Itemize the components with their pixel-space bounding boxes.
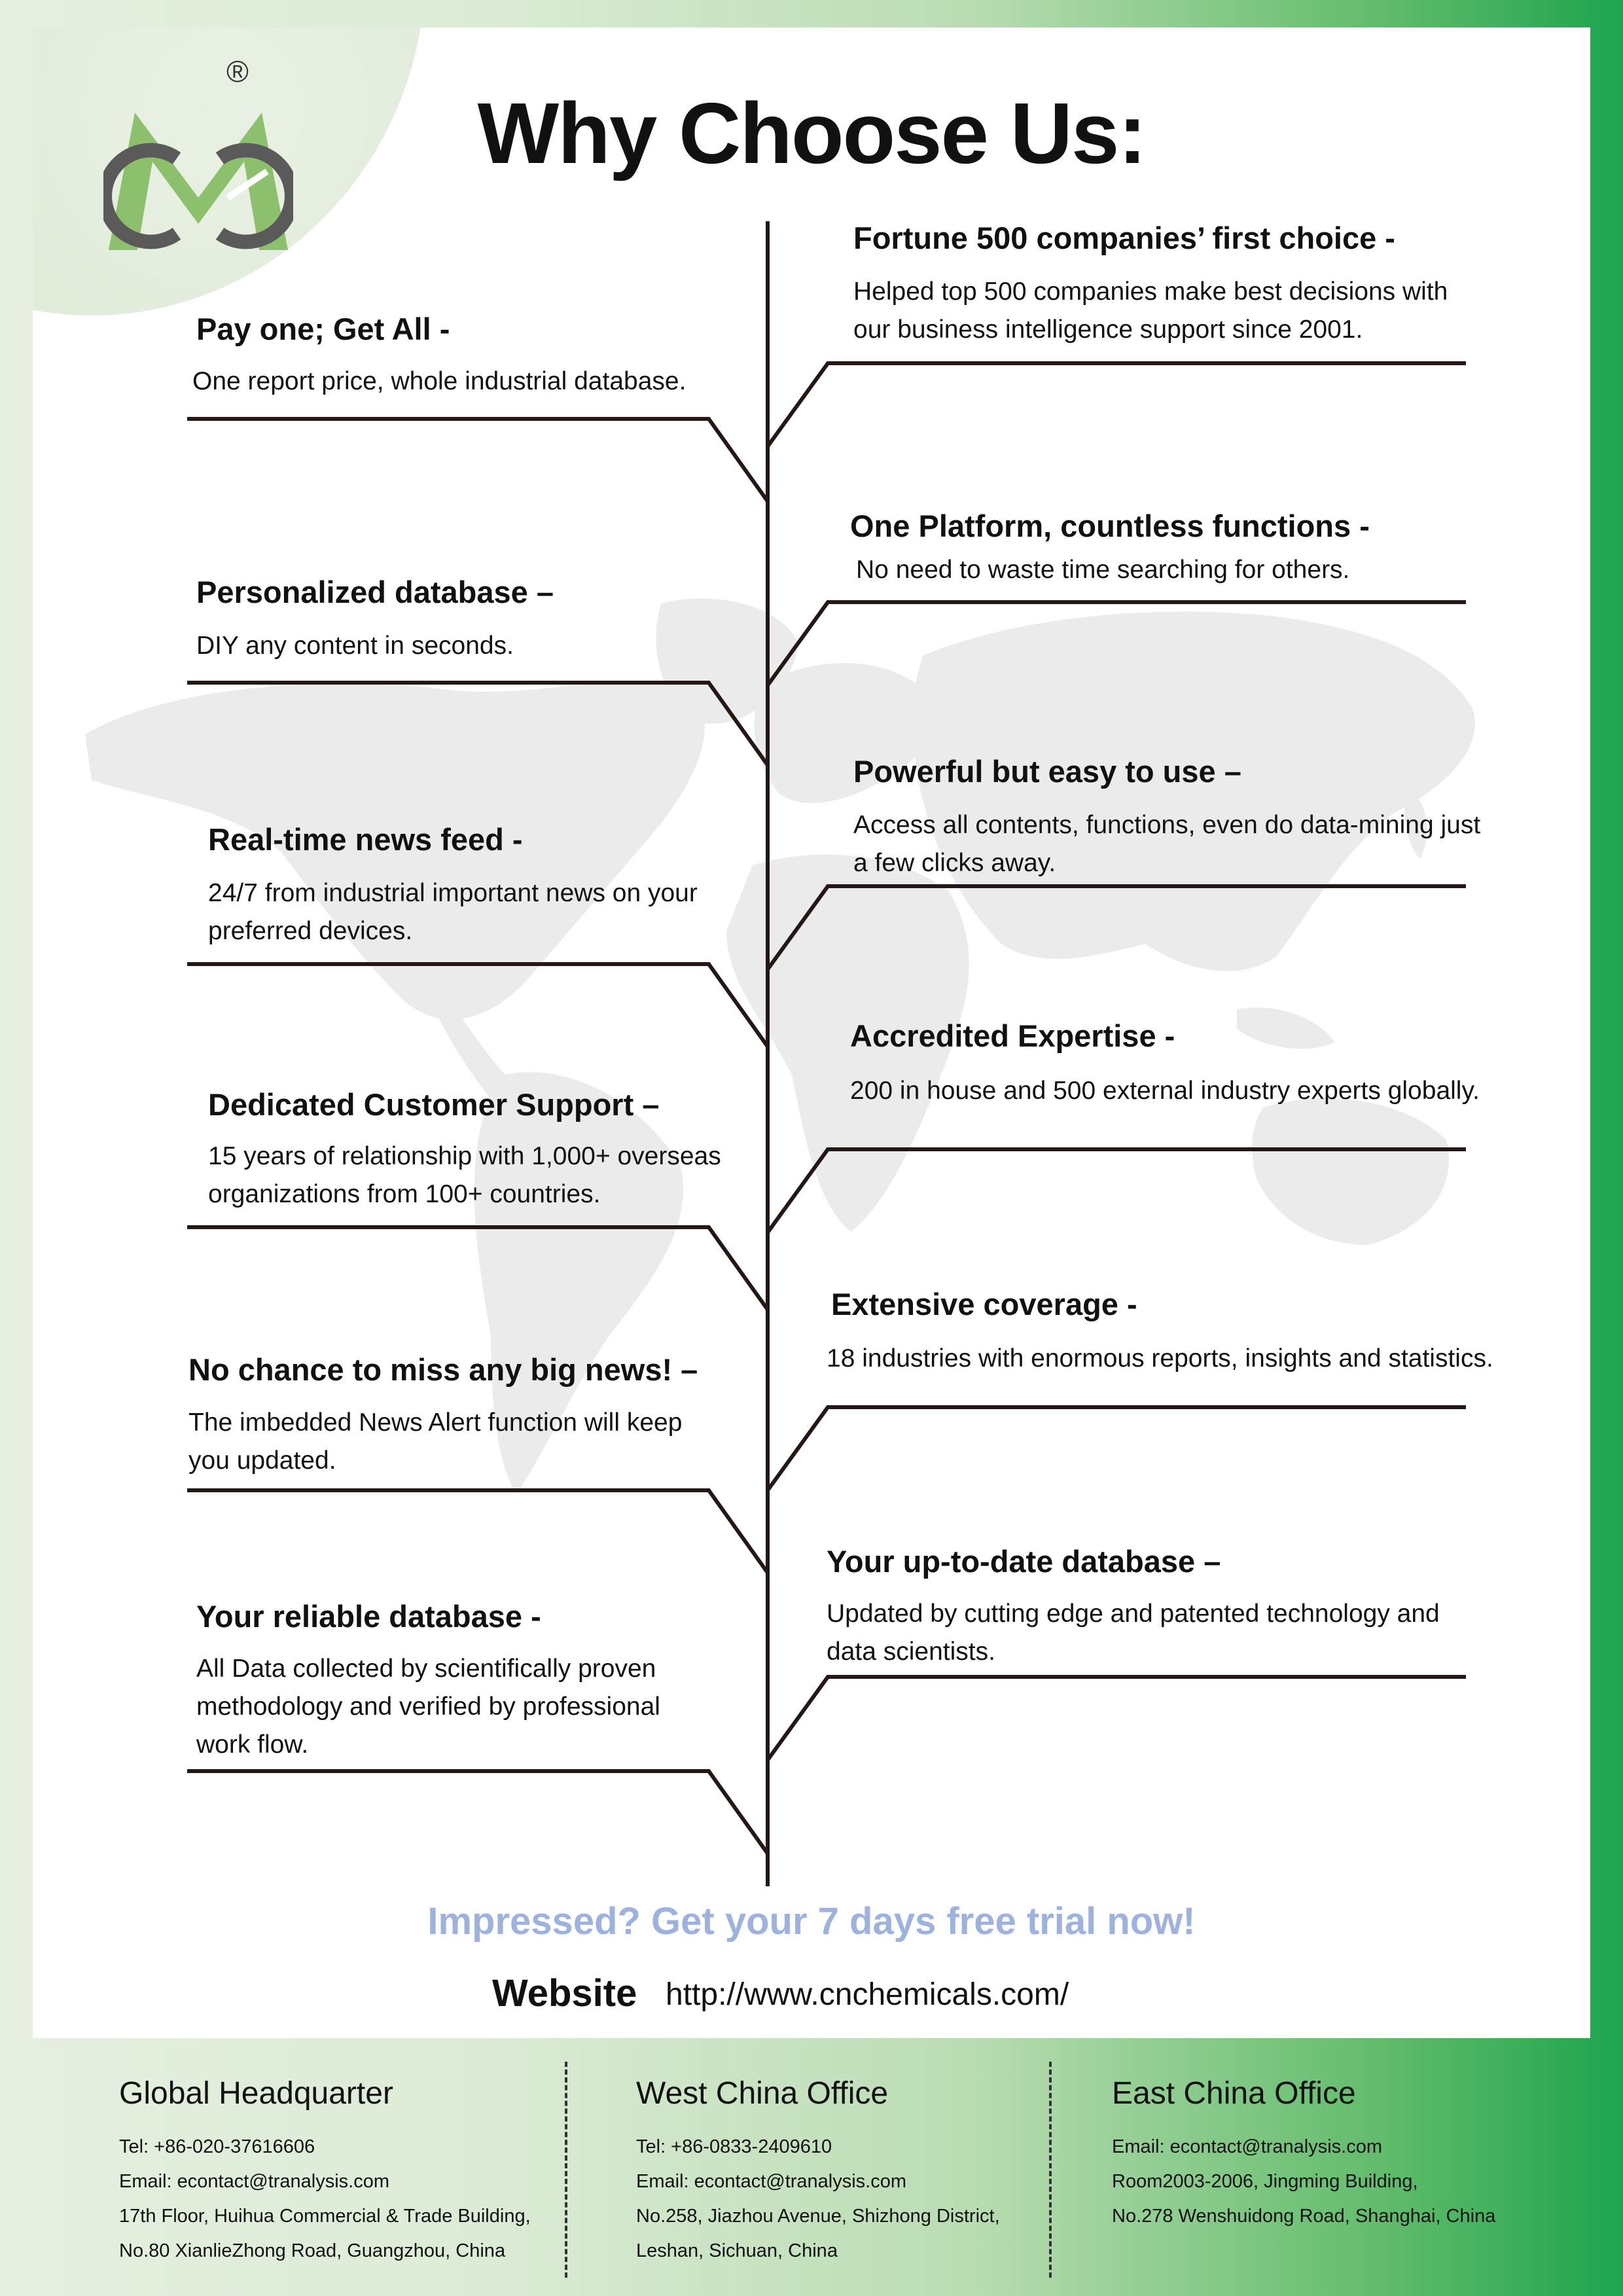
office-email-global-hq[interactable]: Email: econtact@tranalysis.com	[119, 2171, 390, 2192]
feature-title-news-alert: No chance to miss any big news! –	[188, 1352, 698, 1387]
office-details-east-china: Email: econtact@tranalysis.com Room2003-2006, Jingming Building, No.278 Wenshuidong Road, Shanghai, China	[1112, 2130, 1495, 2234]
office-details-west-china: Tel: +86-0833-2409610 Email: econtact@tranalysis.com No.258, Jiazhou Avenue, Shizhong District, Leshan, Sichuan, China	[636, 2136, 1000, 2261]
feature-text-platform: No need to waste time searching for others.	[856, 556, 1350, 584]
office-email-east-china[interactable]: Email: econtact@tranalysis.com	[1112, 2136, 1383, 2157]
feature-text-fortune500: Helped top 500 companies make best decisions with our business intelligence support since 2001.	[853, 278, 1448, 344]
feature-title-news-feed: Real-time news feed -	[208, 822, 523, 857]
office-name-east-china: East China Office	[1112, 2076, 1356, 2111]
office-email-west-china[interactable]: Email: econtact@tranalysis.com	[636, 2171, 907, 2192]
feature-title-support: Dedicated Customer Support –	[208, 1087, 660, 1122]
connector-left-3	[187, 964, 768, 1047]
feature-text-expertise: 200 in house and 500 external industry experts globally.	[850, 1077, 1480, 1105]
registered-mark: ®	[226, 54, 249, 88]
connector-left-4	[187, 1227, 768, 1310]
feature-title-up-to-date: Your up-to-date database –	[827, 1544, 1221, 1579]
connector-right-1	[768, 363, 1466, 446]
office-details-global-hq: Tel: +86-020-37616606 Email: econtact@tranalysis.com 17th Floor, Huihua Commercial & Trade Building, No.80 XianlieZhong Road, Guangzhou, China	[119, 2136, 531, 2261]
feature-text-up-to-date: Updated by cutting edge and patented technology and data scientists.	[827, 1600, 1440, 1666]
feature-text-personalized: DIY any content in seconds.	[196, 632, 514, 660]
office-name-west-china: West China Office	[636, 2076, 889, 2111]
feature-title-coverage: Extensive coverage -	[831, 1287, 1137, 1321]
feature-text-news-feed: 24/7 from industrial important news on your preferred devices.	[208, 879, 698, 945]
feature-text-news-alert: The imbedded News Alert function will keep you updated.	[188, 1408, 683, 1475]
connector-right-2	[768, 602, 1466, 685]
feature-title-expertise: Accredited Expertise -	[850, 1018, 1175, 1053]
connector-left-2	[187, 683, 768, 765]
feature-text-support: 15 years of relationship with 1,000+ overseas organizations from 100+ countries.	[208, 1142, 721, 1208]
footer-divider	[565, 2062, 567, 2278]
feature-text-pay-one: One report price, whole industrial database.	[192, 367, 687, 395]
connector-right-4	[768, 1149, 1466, 1232]
feature-text-reliable: All Data collected by scientifically proven methodology and verified by professional work flow.	[196, 1655, 660, 1759]
website-label: Website	[492, 1972, 637, 2015]
footer-divider	[1049, 2062, 1052, 2278]
feature-title-platform: One Platform, countless functions -	[850, 509, 1370, 543]
feature-title-pay-one: Pay one; Get All -	[196, 312, 450, 346]
connector-right-5	[768, 1407, 1466, 1490]
feature-title-reliable: Your reliable database -	[196, 1599, 541, 1634]
connector-left-1	[187, 419, 768, 501]
feature-text-easy: Access all contents, functions, even do data-mining just a few clicks away.	[853, 811, 1481, 877]
feature-title-personalized: Personalized database –	[196, 575, 554, 609]
connector-right-3	[768, 886, 1466, 969]
connector-right-6	[768, 1677, 1466, 1760]
connector-left-5	[187, 1490, 768, 1573]
feature-title-fortune500: Fortune 500 companies’ first choice -	[853, 221, 1395, 255]
feature-title-easy: Powerful but easy to use –	[853, 754, 1241, 789]
website-link[interactable]: http://www.cnchemicals.com/	[666, 1977, 1069, 2012]
page-title: Why Choose Us:	[477, 85, 1146, 181]
free-trial-callout: Impressed? Get your 7 days free trial now!	[427, 1900, 1196, 1943]
office-name-global-hq: Global Headquarter	[119, 2076, 393, 2111]
feature-text-coverage: 18 industries with enormous reports, insights and statistics.	[827, 1344, 1493, 1372]
connector-left-6	[187, 1771, 768, 1854]
